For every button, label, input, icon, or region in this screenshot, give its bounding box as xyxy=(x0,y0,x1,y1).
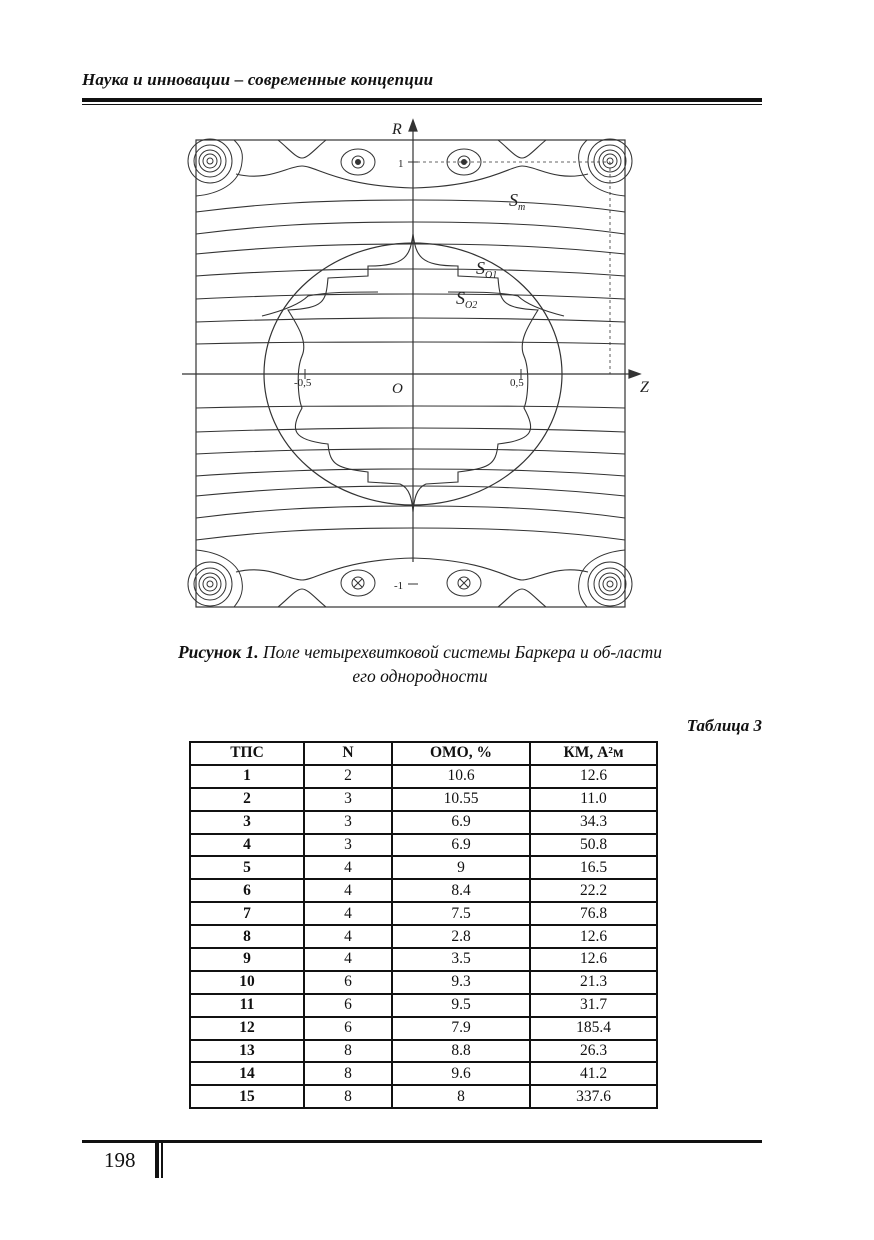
table-cell: 50.8 xyxy=(530,834,657,857)
table-cell: 4 xyxy=(304,902,392,925)
table-cell: 337.6 xyxy=(530,1085,657,1108)
footer-rule xyxy=(82,1140,762,1143)
table-row xyxy=(190,1017,657,1040)
table-row xyxy=(190,811,657,834)
table-cell: 4 xyxy=(304,948,392,971)
footer-bar-thin xyxy=(161,1143,163,1178)
axis-label-origin: O xyxy=(392,381,403,397)
tick-label-z-pos: 0,5 xyxy=(510,377,524,389)
table-row xyxy=(190,1085,657,1108)
region-label-so2-sub: O2 xyxy=(465,300,478,311)
coil-inner-bottom-right xyxy=(447,570,481,596)
coil-inner-bottom-left xyxy=(341,570,375,596)
table-cell: 8 xyxy=(304,1040,392,1063)
table-cell: 4 xyxy=(304,856,392,879)
table-cell: 34.3 xyxy=(530,811,657,834)
table-row xyxy=(190,1040,657,1063)
coil-contours xyxy=(188,139,632,607)
table-cell: 9.3 xyxy=(392,971,530,994)
table-row xyxy=(190,834,657,857)
table-cell: 9 xyxy=(392,856,530,879)
table-cell: 7.5 xyxy=(392,902,530,925)
region-label-so1 xyxy=(476,258,497,281)
table-cell: 9.6 xyxy=(392,1062,530,1085)
column-header: ТПС xyxy=(190,742,304,765)
table-cell: 76.8 xyxy=(530,902,657,925)
region-label-sm-base: S xyxy=(509,190,518,210)
coil-inner-top-left xyxy=(341,149,375,175)
table-row xyxy=(190,902,657,925)
coil-bottom-right xyxy=(579,550,632,607)
table-title: Таблица 3 xyxy=(686,716,762,735)
region-label-sm-sub: m xyxy=(518,202,526,213)
table-cell: 8 xyxy=(392,1085,530,1108)
table-header-row xyxy=(190,742,657,765)
region-label-so2 xyxy=(456,288,477,311)
figure-caption-label: Рисунок 1. xyxy=(177,642,259,662)
figure-caption-text-line2: его однородности xyxy=(352,666,488,686)
table-cell: 41.2 xyxy=(530,1062,657,1085)
table-row xyxy=(190,765,657,788)
axes xyxy=(182,120,640,584)
table-row xyxy=(190,788,657,811)
table-row xyxy=(190,1062,657,1085)
column-header: КМ, А²м xyxy=(530,742,657,765)
table-cell: 12.6 xyxy=(530,948,657,971)
table-cell: 4 xyxy=(304,925,392,948)
table-cell: 7 xyxy=(190,902,304,925)
table-cell: 26.3 xyxy=(530,1040,657,1063)
table-cell: 14 xyxy=(190,1062,304,1085)
table-cell: 4 xyxy=(304,879,392,902)
axis-label-r: R xyxy=(392,121,402,138)
header-rule-thick xyxy=(82,98,762,102)
table-cell: 5 xyxy=(190,856,304,879)
table-row xyxy=(190,971,657,994)
table-cell: 11.0 xyxy=(530,788,657,811)
table-cell: 13 xyxy=(190,1040,304,1063)
table-cell: 22.2 xyxy=(530,879,657,902)
table-cell: 1 xyxy=(190,765,304,788)
column-header: N xyxy=(304,742,392,765)
table-cell: 2 xyxy=(190,788,304,811)
tick-label-r-neg: -1 xyxy=(394,580,404,592)
table-cell: 6 xyxy=(190,879,304,902)
table-cell: 9 xyxy=(190,948,304,971)
table-cell: 16.5 xyxy=(530,856,657,879)
region-label-so2-base: S xyxy=(456,288,465,308)
table-cell: 8 xyxy=(304,1062,392,1085)
tick-label-z-neg: -0,5 xyxy=(294,377,312,389)
table-cell: 9.5 xyxy=(392,994,530,1017)
table-cell: 10.55 xyxy=(392,788,530,811)
table-row xyxy=(190,879,657,902)
table-cell: 11 xyxy=(190,994,304,1017)
table-cell: 6 xyxy=(304,971,392,994)
table-cell: 2 xyxy=(304,765,392,788)
field-figure xyxy=(178,116,656,620)
table-cell: 10 xyxy=(190,971,304,994)
table-cell: 12 xyxy=(190,1017,304,1040)
table-cell: 8.8 xyxy=(392,1040,530,1063)
table-cell: 3 xyxy=(304,788,392,811)
coil-inner-top-right xyxy=(447,149,481,175)
table-cell: 2.8 xyxy=(392,925,530,948)
table-row xyxy=(190,856,657,879)
table-cell: 3 xyxy=(304,834,392,857)
running-header: Наука и инновации – современные концепции xyxy=(82,70,434,89)
page-number: 198 xyxy=(104,1148,136,1172)
tick-label-r-pos: 1 xyxy=(398,158,404,170)
table-cell: 31.7 xyxy=(530,994,657,1017)
table-cell: 10.6 xyxy=(392,765,530,788)
table-cell: 21.3 xyxy=(530,971,657,994)
field-plot xyxy=(178,116,656,620)
table-cell: 6.9 xyxy=(392,834,530,857)
region-label-so1-base: S xyxy=(476,258,485,278)
table-cell: 185.4 xyxy=(530,1017,657,1040)
axis-label-z: Z xyxy=(640,379,649,396)
table-cell: 6.9 xyxy=(392,811,530,834)
table-cell: 3 xyxy=(304,811,392,834)
table-row xyxy=(190,994,657,1017)
column-header: ОМО, % xyxy=(392,742,530,765)
table-cell: 7.9 xyxy=(392,1017,530,1040)
header-rule-thin xyxy=(82,104,762,105)
table-cell: 3 xyxy=(190,811,304,834)
table-cell: 8 xyxy=(304,1085,392,1108)
region-label-so1-sub: O1 xyxy=(485,270,498,281)
table-row xyxy=(190,948,657,971)
table-cell: 4 xyxy=(190,834,304,857)
table-cell: 3.5 xyxy=(392,948,530,971)
table-cell: 15 xyxy=(190,1085,304,1108)
footer-bar-thick xyxy=(155,1143,159,1178)
data-table xyxy=(189,741,658,1109)
table-cell: 8 xyxy=(190,925,304,948)
figure-caption-text: Поле четырехвитковой системы Баркера и об-ласти xyxy=(263,642,663,662)
figure-caption xyxy=(100,640,740,688)
table-row xyxy=(190,925,657,948)
table-cell: 8.4 xyxy=(392,879,530,902)
table-cell: 12.6 xyxy=(530,925,657,948)
table-cell: 6 xyxy=(304,1017,392,1040)
coil-top-right xyxy=(579,139,632,196)
table-cell: 12.6 xyxy=(530,765,657,788)
table-cell: 6 xyxy=(304,994,392,1017)
region-label-sm xyxy=(509,190,525,213)
